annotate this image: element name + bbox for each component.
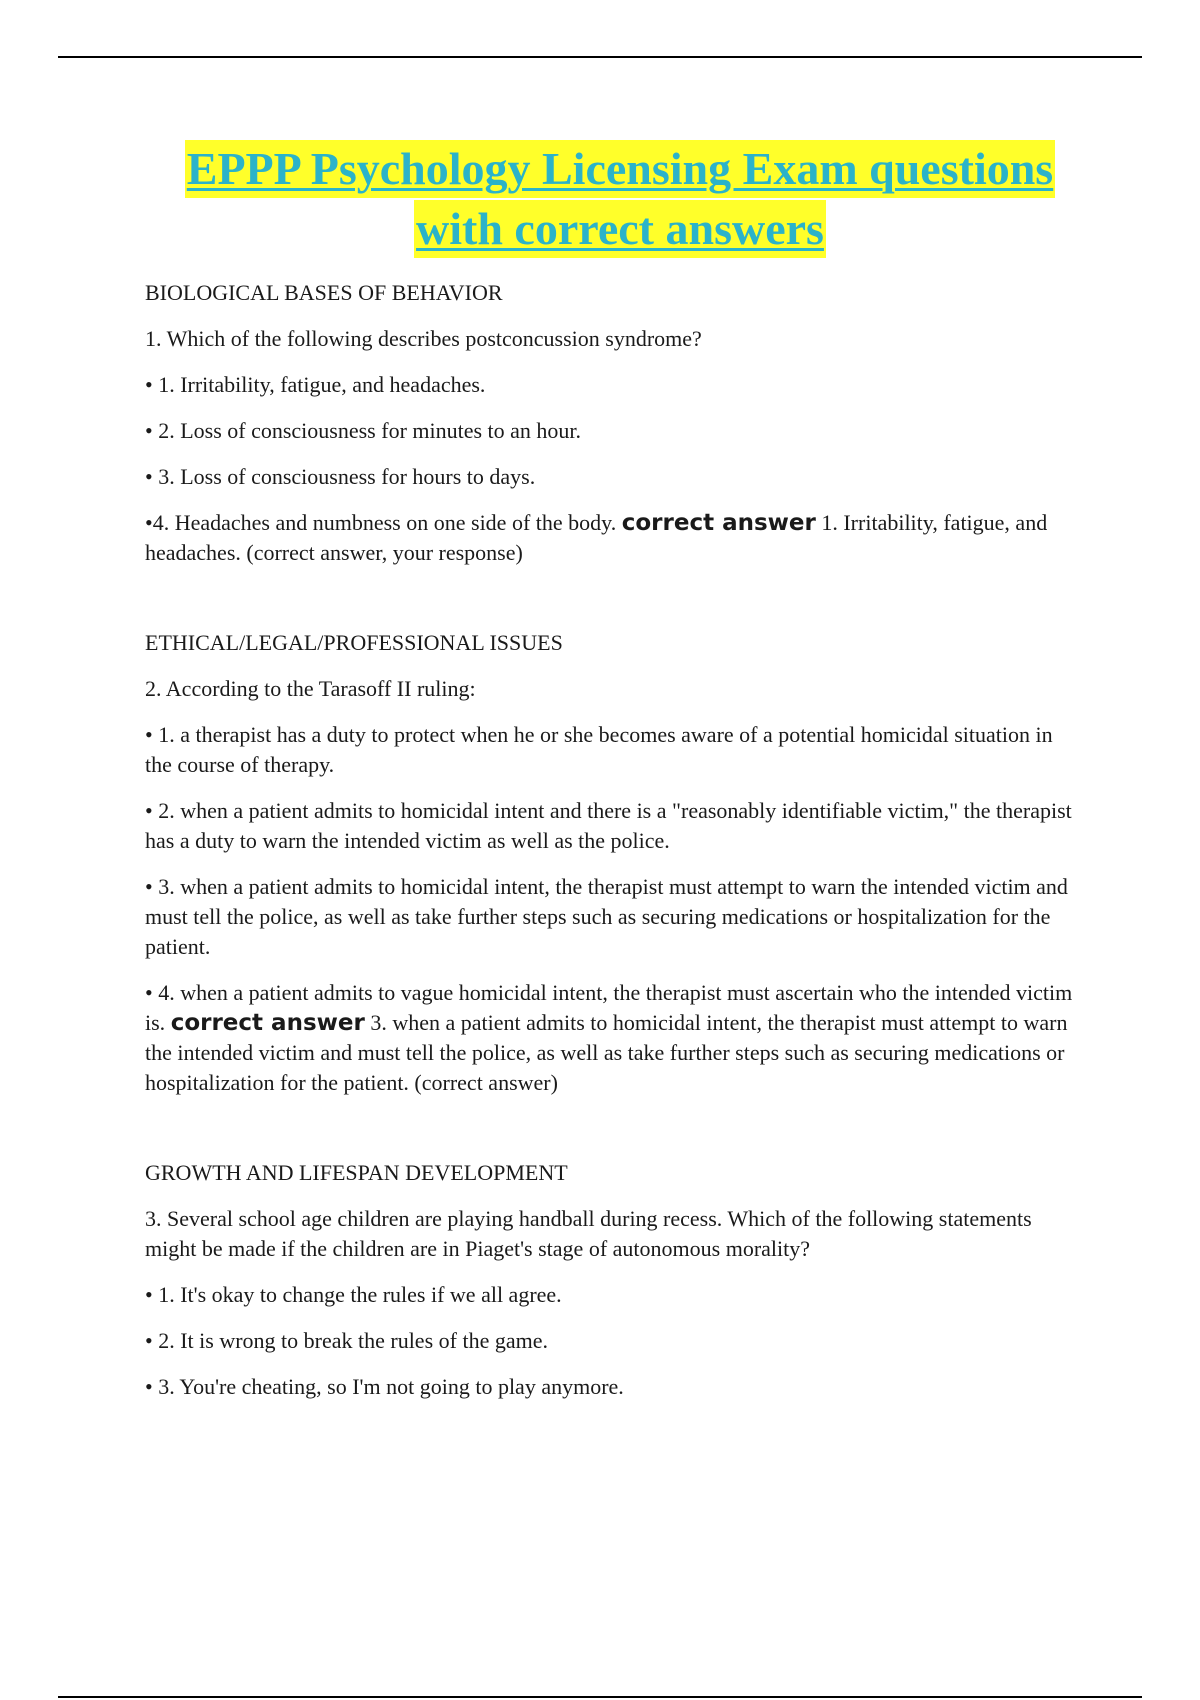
document-body	[145, 278, 1080, 1418]
answer-option: • 4. when a patient admits to vague homicidal intent, the therapist must ascertain who the intended victim is.	[145, 980, 1073, 1035]
correct-answer-label: correct answer	[170, 1010, 365, 1036]
section-heading: ETHICAL/LEGAL/PROFESSIONAL ISSUES	[145, 630, 563, 655]
section-gap	[145, 1114, 1080, 1158]
section-heading: BIOLOGICAL BASES OF BEHAVIOR	[145, 280, 503, 305]
answer-option: • 2. Loss of consciousness for minutes to an hour.	[145, 418, 582, 443]
answer-option: • 3. when a patient admits to homicidal intent, the therapist must attempt to warn the intended victim and must tell the police, as well as take further steps such as securing medications or hospitalization for the patient.	[145, 874, 1068, 959]
answer-option: • 2. It is wrong to break the rules of the game.	[145, 1328, 548, 1353]
answer-option: • 1. It's okay to change the rules if we all agree.	[145, 1282, 562, 1307]
question-text: 2. According to the Tarasoff II ruling:	[145, 676, 476, 701]
title-line-1: EPPP Psychology Licensing Exam questions	[185, 140, 1055, 198]
answer-option-with-correct-answer	[145, 978, 1080, 1098]
document-title	[100, 140, 1140, 260]
answer-option: • 2. when a patient admits to homicidal intent and there is a "reasonably identifiable victim," the therapist has a duty to warn the intended victim as well as the police.	[145, 798, 1072, 853]
question-text: 3. Several school age children are playing handball during recess. Which of the following statements might be made if the children are in Piaget's stage of autonomous morality?	[145, 1206, 1032, 1261]
correct-answer-label: correct answer	[621, 510, 816, 536]
section-gap	[145, 584, 1080, 628]
question-text: 1. Which of the following describes postconcussion syndrome?	[145, 326, 702, 351]
title-line-2: with correct answers	[414, 200, 826, 258]
section-heading: GROWTH AND LIFESPAN DEVELOPMENT	[145, 1160, 568, 1185]
correct-answer-text: 3. when a patient admits to homicidal intent, the therapist must attempt to warn the intended victim and must tell the police, as well as take further steps such as securing medications or hospitalization for the patient. (correct answer)	[145, 1010, 1068, 1095]
answer-option: • 1. a therapist has a duty to protect when he or she becomes aware of a potential homicidal situation in the course of therapy.	[145, 722, 1053, 777]
answer-option: • 1. Irritability, fatigue, and headaches.	[145, 372, 486, 397]
answer-option: • 3. Loss of consciousness for hours to days.	[145, 464, 536, 489]
top-rule	[58, 56, 1142, 58]
answer-option: • 3. You're cheating, so I'm not going to play anymore.	[145, 1374, 624, 1399]
answer-option-with-correct-answer	[145, 508, 1080, 568]
correct-answer-text: 1. Irritability, fatigue, and headaches. (correct answer, your response)	[145, 510, 1048, 565]
answer-option: •4. Headaches and numbness on one side of the body.	[145, 510, 617, 535]
bottom-rule	[58, 1696, 1142, 1698]
